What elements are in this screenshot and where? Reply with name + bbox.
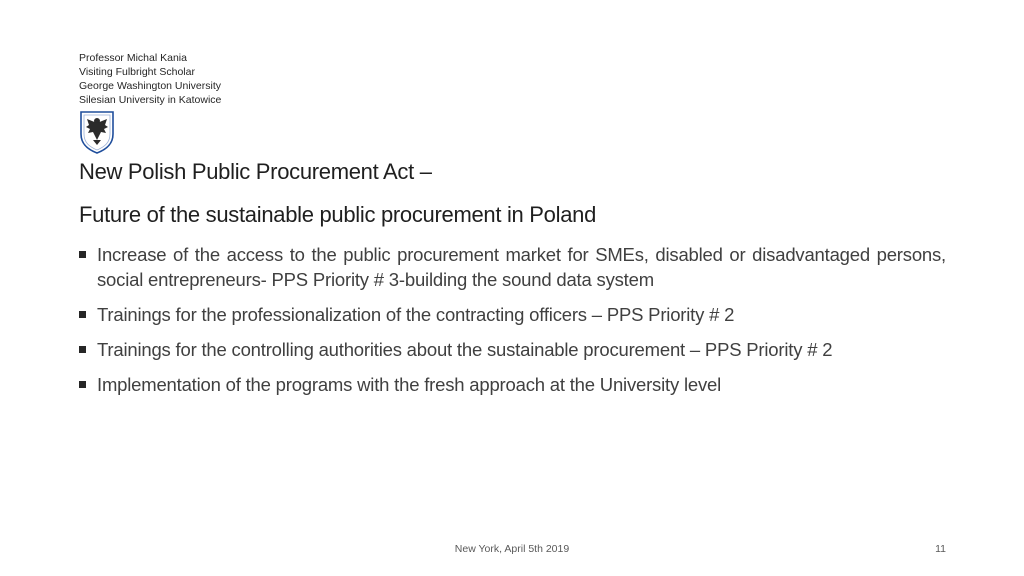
list-item-text: Implementation of the programs with the fresh approach at the University level [97,374,721,395]
footer-date: New York, April 5th 2019 [454,543,570,555]
list-item [79,242,946,292]
list-item-text: Trainings for the controlling authorities about the sustainable procurement – PPS Priority # 2 [97,339,833,360]
author-affiliation-1: George Washington University [79,80,222,92]
square-bullet-icon [79,311,86,318]
list-item [79,337,946,362]
slide-title-line-2: Future of the sustainable public procurement in Poland [79,202,597,227]
author-affiliation-2: Silesian University in Katowice [79,94,222,106]
square-bullet-icon [79,346,86,353]
page-number: 11 [935,543,946,555]
slide-title-line-1: New Polish Public Procurement Act – [79,159,432,184]
list-item-text: Trainings for the professionalization of the contracting officers – PPS Priority # 2 [97,304,735,325]
bullet-list [79,242,946,407]
list-item [79,302,946,327]
author-name: Professor Michal Kania [79,52,187,64]
university-crest-icon [79,110,115,154]
author-role: Visiting Fulbright Scholar [79,66,195,78]
list-item-text: Increase of the access to the public procurement market for SMEs, disabled or disadvantaged persons, social entrepreneurs- PPS Priority # 3-building the sound data system [97,244,946,290]
square-bullet-icon [79,251,86,258]
square-bullet-icon [79,381,86,388]
author-block [79,51,221,107]
list-item [79,372,946,397]
